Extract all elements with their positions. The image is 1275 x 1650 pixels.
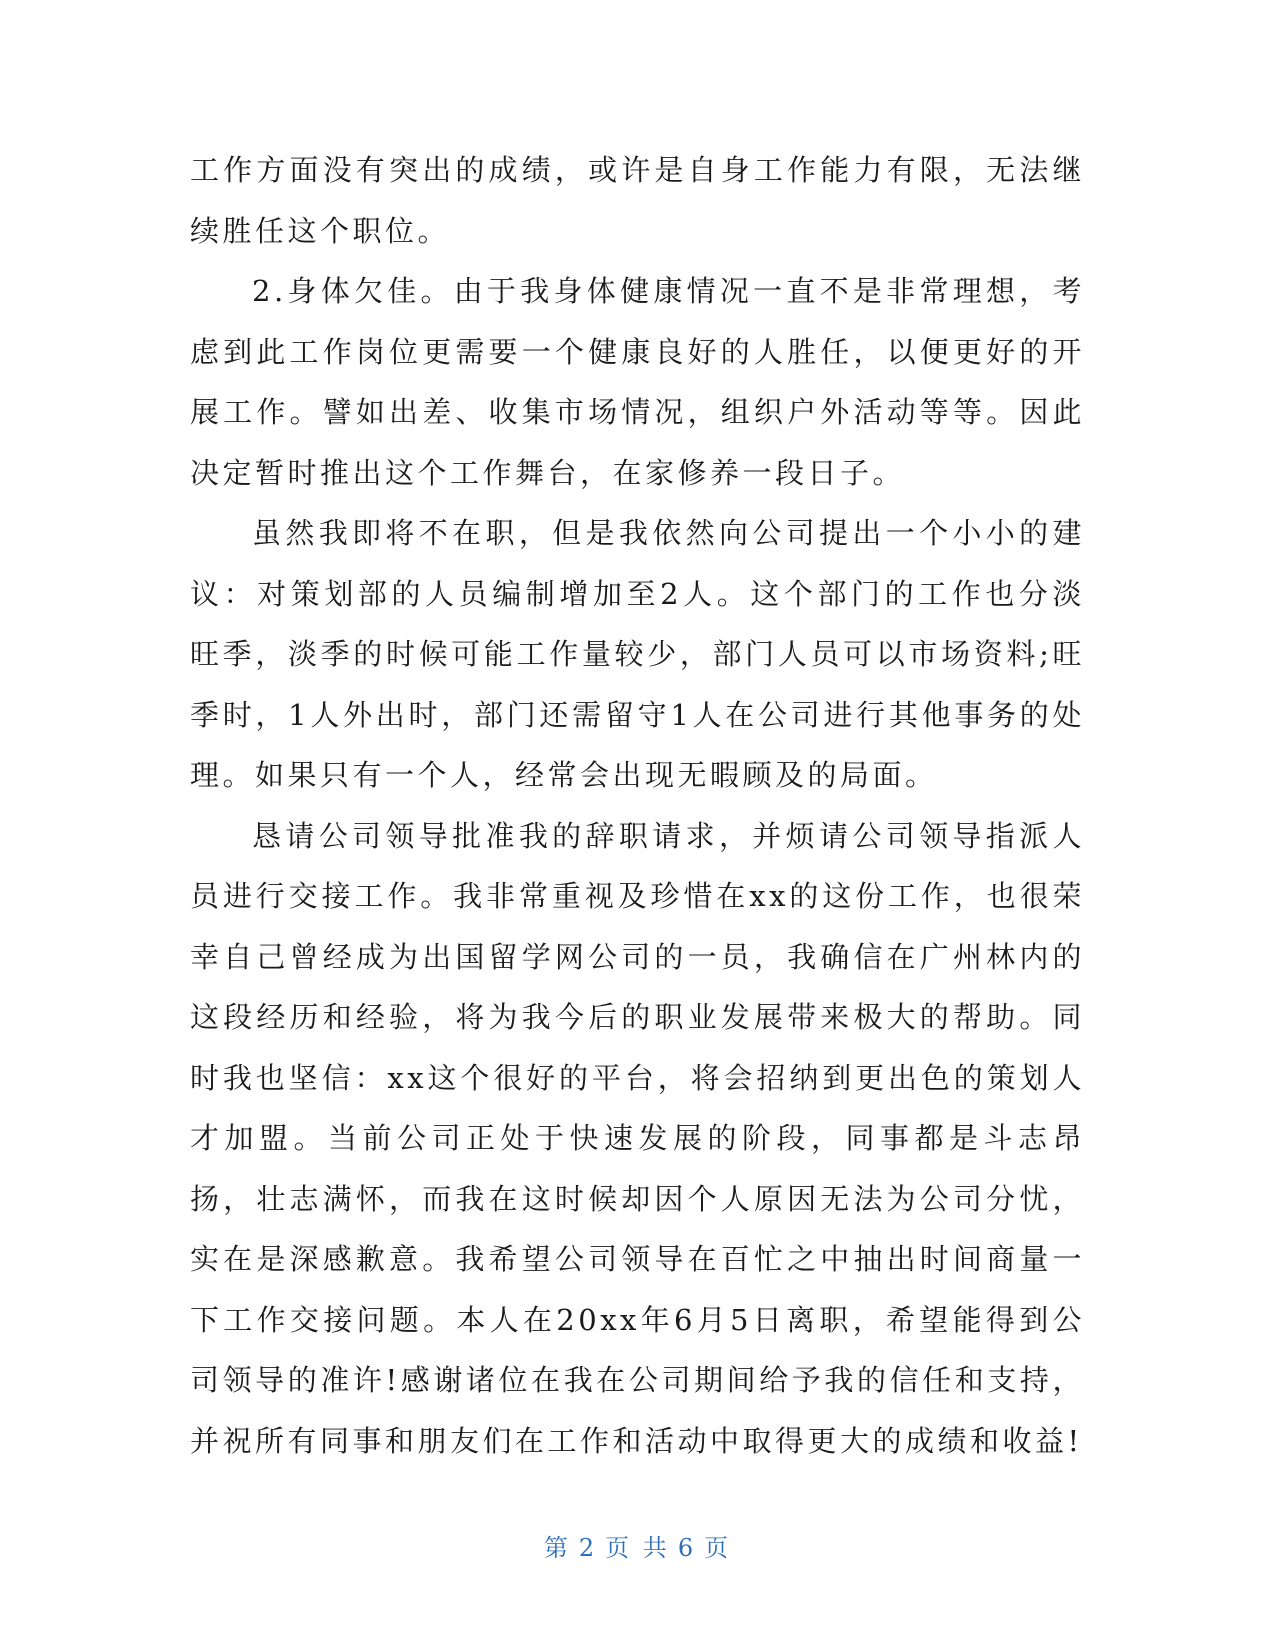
paragraph: 工作方面没有突出的成绩，或许是自身工作能力有限，无法继续胜任这个职位。 [190, 153, 1085, 248]
footer-suffix: 页 [704, 1534, 732, 1562]
paragraph: 虽然我即将不在职，但是我依然向公司提出一个小小的建议：对策划部的人员编制增加至2人。这个部门的工作也分淡旺季，淡季的时候可能工作量较少，部门人员可以市场资料;旺季时，1人外出时，部门还需留守1人在公司进行其他事务的处理。如果只有一个人，经常会出现无暇顾及的局面。 [190, 516, 1085, 792]
document-body [190, 140, 1085, 1471]
footer-current-page: 2 [578, 1534, 598, 1562]
footer-middle: 页 共 [605, 1534, 670, 1562]
page-footer [0, 1528, 1275, 1563]
paragraph: 恳请公司领导批准我的辞职请求，并烦请公司领导指派人员进行交接工作。我非常重视及珍惜在xx的这份工作，也很荣幸自己曾经成为出国留学网公司的一员，我确信在广州林内的这段经历和经验，将为我今后的职业发展带来极大的帮助。同时我也坚信：xx这个很好的平台，将会招纳到更出色的策划人才加盟。当前公司正处于快速发展的阶段，同事都是斗志昂扬，壮志满怀，而我在这时候却因个人原因无法为公司分忧，实在是深感歉意。我希望公司领导在百忙之中抽出时间商量一下工作交接问题。本人在20xx年6月5日离职，希望能得到公司领导的准许!感谢诸位在我在公司期间给予我的信任和支持，并祝所有同事和朋友们在工作和活动中取得更大的成绩和收益! [190, 818, 1085, 1458]
footer-total-pages: 6 [677, 1534, 697, 1562]
paragraph: 2.身体欠佳。由于我身体健康情况一直不是非常理想，考虑到此工作岗位更需要一个健康良好的人胜任，以便更好的开展工作。譬如出差、收集市场情况，组织户外活动等等。因此决定暂时推出这个工作舞台，在家修养一段日子。 [190, 274, 1085, 490]
footer-prefix: 第 [543, 1534, 571, 1562]
